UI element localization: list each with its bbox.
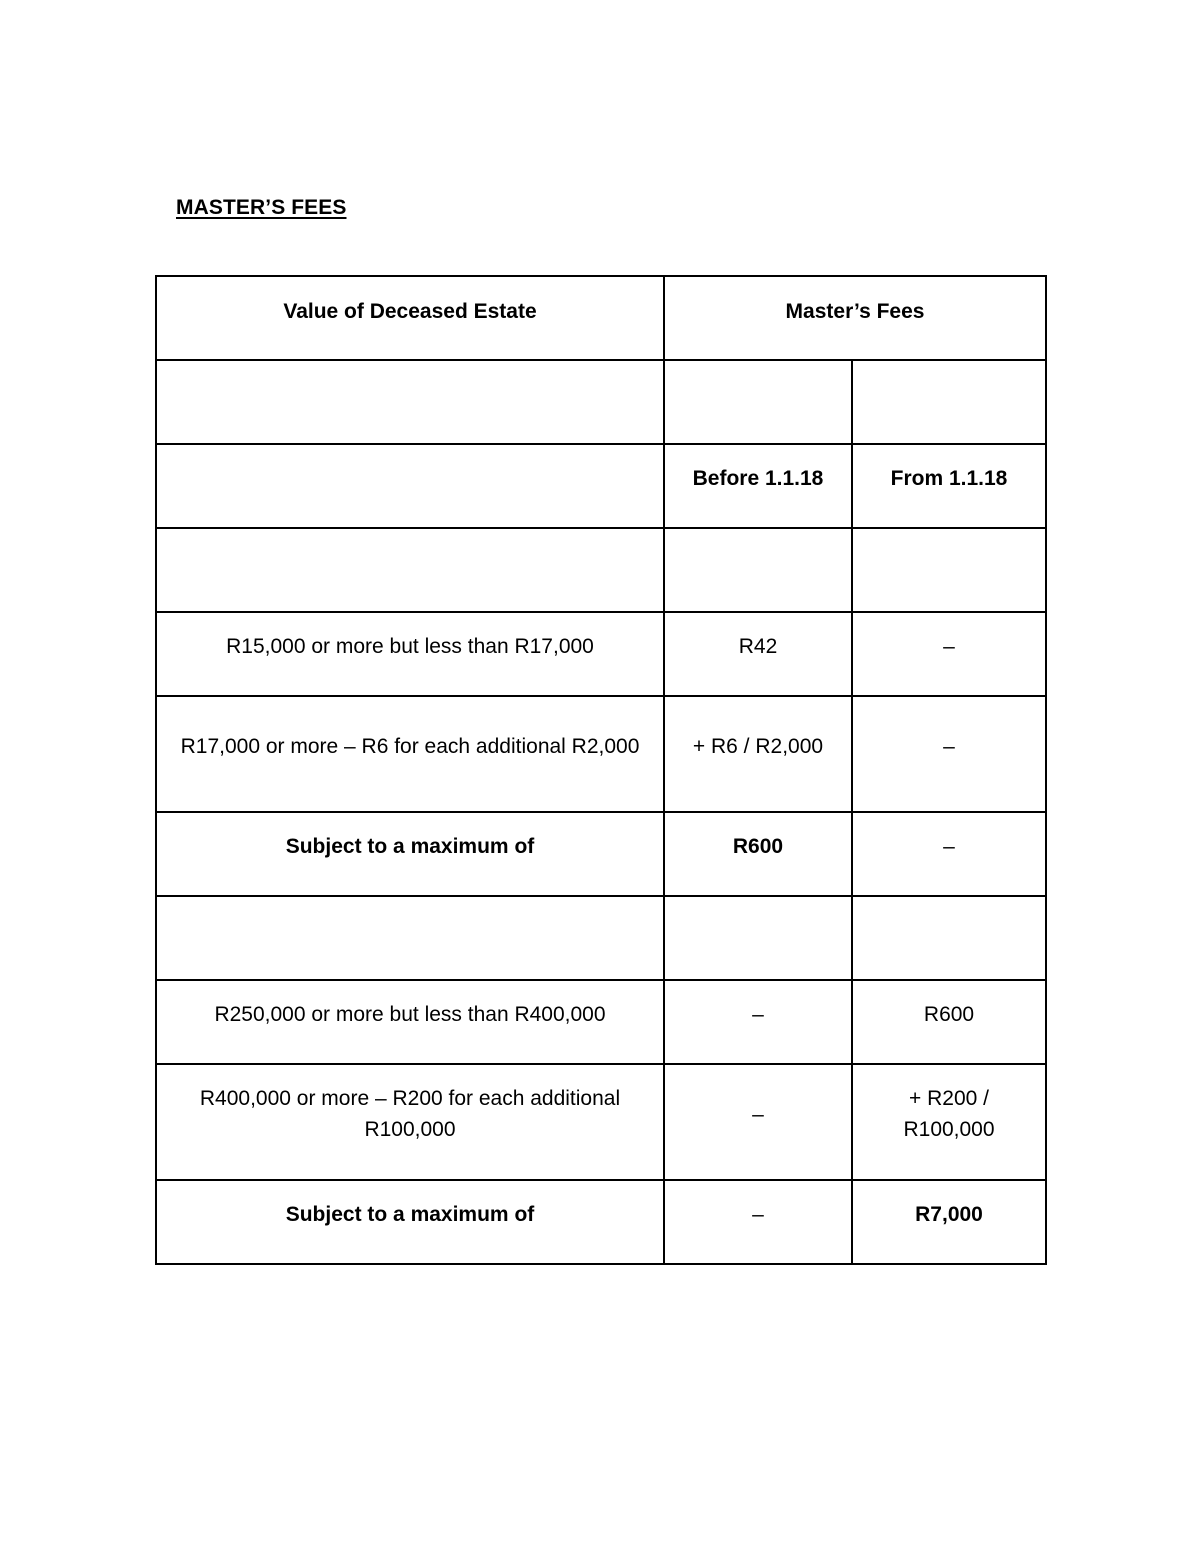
table-row [156, 612, 1046, 696]
before-fee-cell: – [664, 1064, 852, 1180]
value-cell: R400,000 or more – R200 for each additional R100,000 [156, 1064, 664, 1180]
header-from-date: From 1.1.18 [852, 444, 1046, 528]
table-row [156, 1064, 1046, 1180]
header-masters-fees: Master’s Fees [664, 276, 1046, 360]
table-row-empty [156, 896, 1046, 980]
value-cell: R15,000 or more but less than R17,000 [156, 612, 664, 696]
table-row [156, 1180, 1046, 1264]
table-row [156, 980, 1046, 1064]
table-row-empty [156, 528, 1046, 612]
table-row [156, 812, 1046, 896]
before-fee-cell: R600 [664, 812, 852, 896]
table-header-row [156, 276, 1046, 360]
from-fee-cell: R7,000 [852, 1180, 1046, 1264]
before-fee-cell: – [664, 980, 852, 1064]
from-fee-cell: – [852, 812, 1046, 896]
value-cell: Subject to a maximum of [156, 812, 664, 896]
from-fee-cell: – [852, 612, 1046, 696]
empty-cell [156, 896, 664, 980]
from-fee-cell: R600 [852, 980, 1046, 1064]
before-fee-cell: R42 [664, 612, 852, 696]
value-cell: R17,000 or more – R6 for each additional R2,000 [156, 696, 664, 812]
page-title: MASTER’S FEES [176, 196, 347, 219]
empty-cell [852, 360, 1046, 444]
empty-cell [156, 360, 664, 444]
empty-cell [156, 528, 664, 612]
header-value-of-estate: Value of Deceased Estate [156, 276, 664, 360]
header-before-date: Before 1.1.18 [664, 444, 852, 528]
masters-fees-table [155, 275, 1047, 1265]
from-fee-cell: + R200 / R100,000 [852, 1064, 1046, 1180]
empty-cell [156, 444, 664, 528]
table-row [156, 696, 1046, 812]
before-fee-cell: – [664, 1180, 852, 1264]
before-fee-cell: + R6 / R2,000 [664, 696, 852, 812]
empty-cell [852, 528, 1046, 612]
from-fee-cell: – [852, 696, 1046, 812]
empty-cell [852, 896, 1046, 980]
empty-cell [664, 360, 852, 444]
empty-cell [664, 896, 852, 980]
empty-cell [664, 528, 852, 612]
value-cell: R250,000 or more but less than R400,000 [156, 980, 664, 1064]
table-subheader-row [156, 444, 1046, 528]
table-row-empty [156, 360, 1046, 444]
value-cell: Subject to a maximum of [156, 1180, 664, 1264]
